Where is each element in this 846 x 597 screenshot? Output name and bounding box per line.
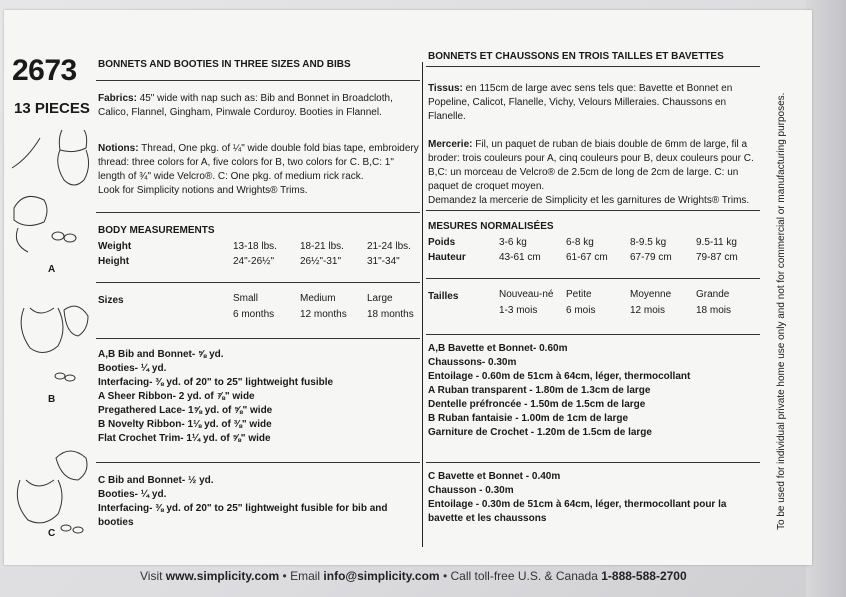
mercerie-text: Fil, un paquet de ruban de biais double de 6mm de large, fil a broder: trois couleurs pour A, cinq couleurs pour B, deux couleurs pour C. B,C: un morceau de Velcro® de 2.5cm de long de 2cm de large. C: un paquet de croquet moyen.	[428, 139, 754, 192]
notions-text: Thread, One pkg. of ¼" wide double fold bias tape, embroidery thread: three colors for A, five colors for B, two colors for C. B,C: 1" length of ¾" wide Velcro®. C: One pkg. of medium rick rack.	[98, 143, 419, 182]
yardage-c-list	[98, 474, 420, 530]
pattern-number: 2673	[12, 54, 77, 87]
footer-phone[interactable]: 1-888-588-2700	[601, 569, 687, 583]
view-b-bonnet-sketch	[64, 306, 88, 336]
mercerie-label: Mercerie:	[428, 139, 473, 150]
mois-1: 1-3 mois	[499, 305, 538, 316]
mesures-heading: MESURES NORMALISÉES	[428, 221, 554, 232]
poids-2: 6-8 kg	[566, 237, 594, 248]
yardage-line: A Sheer Ribbon- 2 yd. of ⅞" wide	[98, 391, 255, 402]
size-small: Small	[233, 293, 259, 304]
view-label-b: B	[48, 394, 56, 405]
weight-large: 21-24 lbs.	[367, 241, 411, 252]
metrage-line: Garniture de Crochet - 1.20m de 1.5cm de large	[428, 427, 652, 438]
fabrics-label: Fabrics:	[98, 93, 137, 104]
bootie-sketch	[52, 232, 64, 240]
footer-email-link[interactable]: info@simplicity.com	[323, 569, 440, 583]
view-c-bonnet-sketch	[56, 451, 87, 480]
bullet-separator: •	[442, 569, 448, 583]
height-small: 24"-26½"	[233, 256, 275, 267]
footer-call: Call toll-free U.S. & Canada	[450, 569, 598, 583]
divider	[426, 278, 760, 279]
taille-1: Nouveau-né	[499, 289, 554, 300]
poids-1: 3-6 kg	[499, 237, 527, 248]
size-large: Large	[367, 293, 393, 304]
metrage-line: A Ruban transparent - 1.80m de 1.3cm de large	[428, 385, 651, 396]
poids-4: 9.5-11 kg	[696, 237, 737, 248]
mois-4: 18 mois	[696, 305, 732, 316]
metrage-ab-list	[428, 342, 764, 440]
tissus-label: Tissus:	[428, 83, 463, 94]
hauteur-label: Hauteur	[428, 252, 466, 263]
pattern-back-sheet	[4, 10, 812, 565]
metrage-line: A,B Bavette et Bonnet- 0.60m	[428, 343, 568, 354]
poids-label: Poids	[428, 237, 456, 248]
metrage-line: Dentelle préfroncée - 1.50m de 1.5cm de large	[428, 399, 646, 410]
yardage-line: Pregathered Lace- 1⅝ yd. of ⅝" wide	[98, 405, 273, 416]
hauteur-1: 43-61 cm	[499, 252, 541, 263]
metrage-line: B Ruban fantaisie - 1.00m de 1cm de large	[428, 413, 629, 424]
height-label: Height	[98, 256, 130, 267]
tailles-label: Tailles	[428, 291, 459, 302]
metrage-line: Entoilage - 0.60m de 51cm à 64cm, léger, thermocollant	[428, 371, 691, 382]
divider	[426, 210, 760, 211]
weight-label: Weight	[98, 241, 132, 252]
metrage-line: Entoilage - 0.30m de 51cm à 64cm, léger, thermocollant pour la bavette et les chaussons	[428, 499, 727, 524]
usage-disclaimer	[776, 90, 790, 530]
view-a-bonnet-sketch	[14, 196, 47, 225]
metrage-line: Chausson - 0.30m	[428, 485, 514, 496]
notions-look-text: Look for Simplicity notions and Wrights® Trims.	[98, 185, 308, 196]
footer-website-link[interactable]: www.simplicity.com	[165, 569, 280, 583]
height-medium: 26½"-31"	[300, 256, 342, 267]
divider	[96, 212, 420, 213]
taille-3: Moyenne	[630, 289, 672, 300]
divider	[426, 66, 760, 67]
taille-2: Petite	[566, 289, 592, 300]
usage-disclaimer-text: To be used for individual private home use only and not for commercial or manufacturing purposes.	[776, 92, 787, 530]
tissus-text: en 115cm de large avec sens tels que: Bavette et Bonnet en Popeline, Calicot, Flanelle, Vichy, Velours Milleraies. Chaussons en Flanelle.	[428, 83, 733, 122]
yardage-line: Interfacing- ⅜ yd. of 20" to 25" lightweight fusible	[98, 377, 334, 388]
hauteur-2: 61-67 cm	[566, 252, 608, 263]
column-divider	[422, 62, 423, 547]
hauteur-4: 79-87 cm	[696, 252, 738, 263]
notions-block	[98, 142, 420, 198]
piece-count: 13 PIECES	[14, 100, 90, 117]
view-label-c: C	[48, 528, 56, 539]
months-large: 18 months	[367, 309, 414, 320]
metrage-line: Chaussons- 0.30m	[428, 357, 517, 368]
divider	[426, 334, 760, 335]
weight-small: 13-18 lbs.	[233, 241, 277, 252]
months-small: 6 months	[233, 309, 275, 320]
bullet-separator: •	[282, 569, 287, 583]
fabrics-block	[98, 92, 420, 120]
french-heading: BONNETS ET CHAUSSONS EN TROIS TAILLES ET BAVETTES	[428, 51, 724, 62]
yardage-line: Flat Crochet Trim- 1¼ yd. of ⅝" wide	[98, 433, 271, 444]
view-a-bib-sketch	[59, 130, 86, 152]
yardage-line: A,B Bib and Bonnet- ⅝ yd.	[98, 349, 224, 360]
yardage-line: Booties- ¼ yd.	[98, 363, 167, 374]
size-medium: Medium	[300, 293, 336, 304]
yardage-line: Interfacing- ⅜ yd. of 20" to 25" lightweight fusible for bib and booties	[98, 503, 388, 528]
view-sketches	[10, 128, 92, 558]
envelope-flap	[806, 0, 846, 597]
mercerie-block	[428, 138, 764, 208]
yardage-ab-list	[98, 348, 420, 446]
mercerie-look-text: Demandez la mercerie de Simplicity et les garnitures de Wrights® Trims.	[428, 195, 750, 206]
hauteur-3: 67-79 cm	[630, 252, 672, 263]
taille-4: Grande	[696, 289, 730, 300]
sizes-label: Sizes	[98, 295, 124, 306]
view-b-bib-sketch	[21, 308, 63, 353]
divider	[426, 462, 760, 463]
tissus-block	[428, 82, 764, 124]
divider	[96, 462, 420, 463]
footer-email-label: Email	[290, 569, 321, 583]
divider	[96, 282, 420, 283]
weight-medium: 18-21 lbs.	[300, 241, 344, 252]
yardage-line: Booties- ¼ yd.	[98, 489, 167, 500]
notions-label: Notions:	[98, 143, 139, 154]
view-label-a: A	[48, 264, 56, 275]
metrage-c-list	[428, 470, 764, 526]
footer-visit: Visit	[140, 569, 163, 583]
english-heading: BONNETS AND BOOTIES IN THREE SIZES AND BIBS	[98, 59, 351, 70]
metrage-line: C Bavette et Bonnet - 0.40m	[428, 471, 561, 482]
mois-3: 12 mois	[630, 305, 666, 316]
divider	[96, 338, 420, 339]
fabrics-text: 45" wide with nap such as: Bib and Bonnet in Broadcloth, Calico, Flannel, Gingham, Pinwale Corduroy. Booties in Flannel.	[98, 93, 393, 118]
mois-2: 6 mois	[566, 305, 596, 316]
body-measurements-heading: BODY MEASUREMENTS	[98, 225, 215, 236]
months-medium: 12 months	[300, 309, 347, 320]
poids-3: 8-9.5 kg	[630, 237, 667, 248]
yardage-line: C Bib and Bonnet- ½ yd.	[98, 475, 214, 486]
divider	[96, 80, 420, 81]
height-large: 31"-34"	[367, 256, 400, 267]
contact-footer	[140, 569, 687, 583]
yardage-line: B Novelty Ribbon- 1⅛ yd. of ⅜" wide	[98, 419, 272, 430]
